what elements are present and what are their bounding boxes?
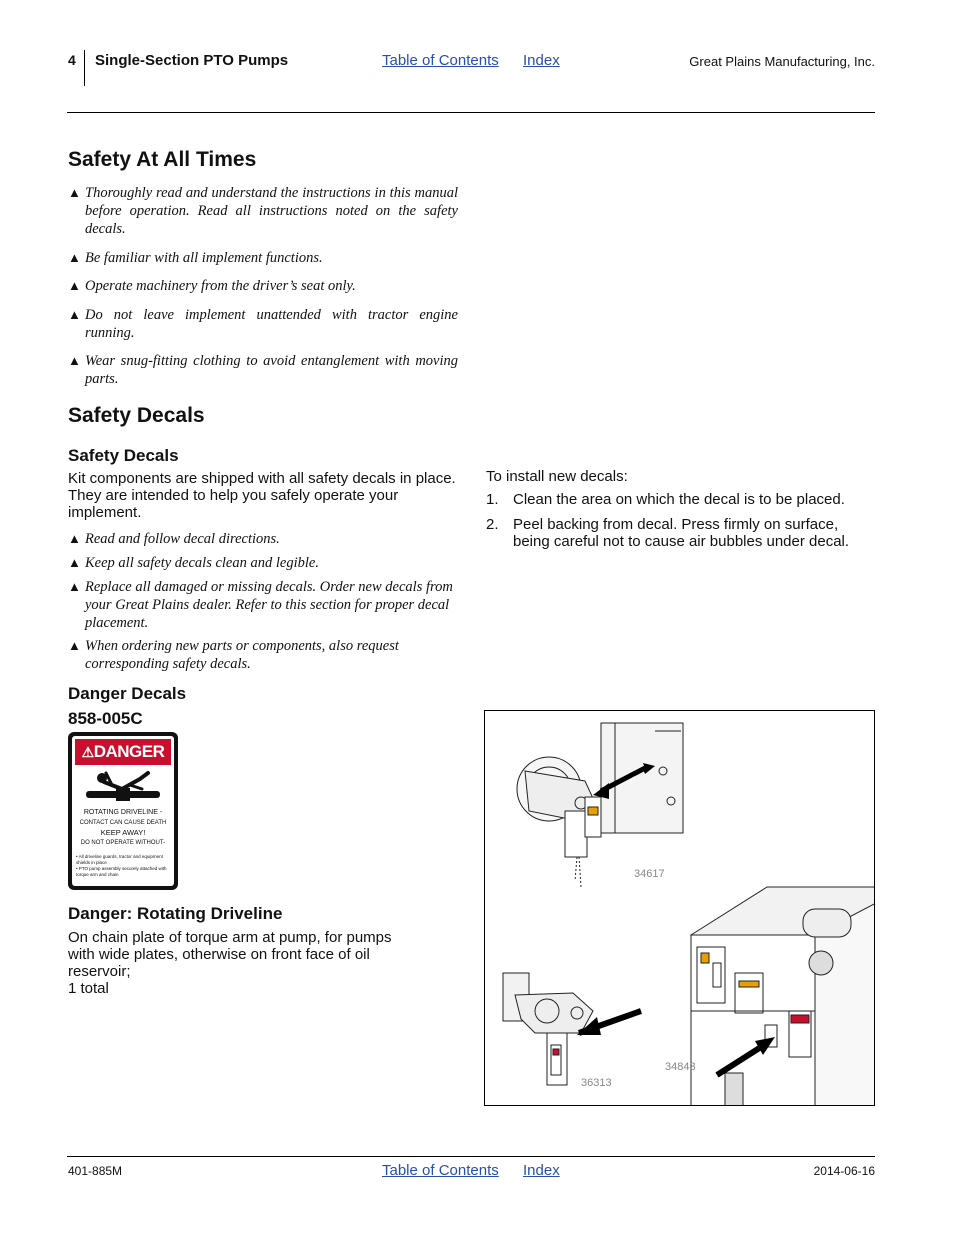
danger-decal <box>68 732 178 890</box>
safety-decals-heading: Safety Decals <box>68 404 205 427</box>
warning-triangle-icon: ▲ <box>68 185 81 200</box>
entanglement-pictogram-icon <box>82 769 164 805</box>
figure-code: 34617 <box>634 868 665 880</box>
install-step: 2. Peel backing from decal. Press firmly on surface, being careful not to cause air bubbles under decal. <box>486 516 850 550</box>
safety-at-all-times-heading: Safety At All Times <box>68 148 257 171</box>
decal-part-number: 858-005C <box>68 709 143 728</box>
danger-decals-heading: Danger Decals <box>68 684 187 703</box>
decal-fine-print: • All driveline guards, tractor and equipment shields in place • PTO pump assembly securely attached with torque arm and chain <box>76 854 167 877</box>
safety-bullet: ▲ Wear snug-fitting clothing to avoid entanglement with moving parts. <box>68 353 458 387</box>
safety-decals-intro: Kit components are shipped with all safety decals in place. They are intended to help you safely operate your implement. <box>68 470 456 521</box>
install-step: 1. Clean the area on which the decal is to be placed. <box>486 491 845 508</box>
document-number: 401-885M <box>68 1164 123 1178</box>
company-name: Great Plains Manufacturing, Inc. <box>689 54 875 69</box>
footer-index-link[interactable]: Index <box>523 1162 560 1179</box>
danger-decal-description: On chain plate of torque arm at pump, for pumps with wide plates, otherwise on front face of oil reservoir; <box>68 929 392 980</box>
warning-triangle-icon: ▲ <box>68 555 81 570</box>
document-date: 2014-06-16 <box>813 1164 875 1178</box>
danger-decal-title: Danger: Rotating Driveline <box>68 904 283 923</box>
section-title: Single-Section PTO Pumps <box>95 52 289 69</box>
figure-code: 36313 <box>581 1077 612 1089</box>
safety-decals-subheading: Safety Decals <box>68 446 179 465</box>
footer-rule <box>67 1156 875 1157</box>
header-divider <box>84 50 85 86</box>
header-toc-link[interactable]: Table of Contents <box>382 52 499 69</box>
warning-triangle-icon: ▲ <box>68 638 81 653</box>
safety-bullet: ▲ Do not leave implement unattended with tractor engine running. <box>68 307 458 341</box>
danger-signal-header: ⚠DANGER <box>75 739 171 765</box>
page-number: 4 <box>68 52 76 68</box>
warning-triangle-icon: ▲ <box>68 579 81 594</box>
safety-bullet: ▲ Thoroughly read and understand the instructions in this manual before operation. Read all instructions noted on the safety decals. <box>68 185 458 237</box>
decal-bullet: ▲ When ordering new parts or components, also request corresponding safety decals. <box>68 638 399 672</box>
safety-bullet: ▲ Operate machinery from the driver’s seat only. <box>68 278 356 294</box>
figure-code: 34843 <box>665 1061 696 1073</box>
danger-decal-total: 1 total <box>68 980 109 997</box>
decal-bullet: ▲ Keep all safety decals clean and legible. <box>68 555 319 571</box>
decal-bullet: ▲ Read and follow decal directions. <box>68 531 280 547</box>
decal-location-figure <box>484 710 875 1106</box>
warning-triangle-icon: ▲ <box>68 307 81 322</box>
footer-toc-link[interactable]: Table of Contents <box>382 1162 499 1179</box>
install-intro: To install new decals: <box>486 468 628 485</box>
decal-message: ROTATING DRIVELINE - CONTACT CAN CAUSE DEATH KEEP AWAY! DO NOT OPERATE WITHOUT- <box>79 809 167 846</box>
decal-bullet: ▲ Replace all damaged or missing decals. Order new decals from your Great Plains dealer. Refer to this section for proper decal placement. <box>68 579 453 631</box>
warning-triangle-icon: ▲ <box>68 353 81 368</box>
header-rule <box>67 112 875 113</box>
warning-triangle-icon: ▲ <box>68 278 81 293</box>
decal-location-illustration <box>485 711 875 1106</box>
warning-triangle-icon: ▲ <box>68 531 81 546</box>
alert-triangle-icon: ⚠ <box>81 744 94 760</box>
warning-triangle-icon: ▲ <box>68 250 81 265</box>
safety-bullet: ▲ Be familiar with all implement functions. <box>68 250 323 266</box>
header-index-link[interactable]: Index <box>523 52 560 69</box>
